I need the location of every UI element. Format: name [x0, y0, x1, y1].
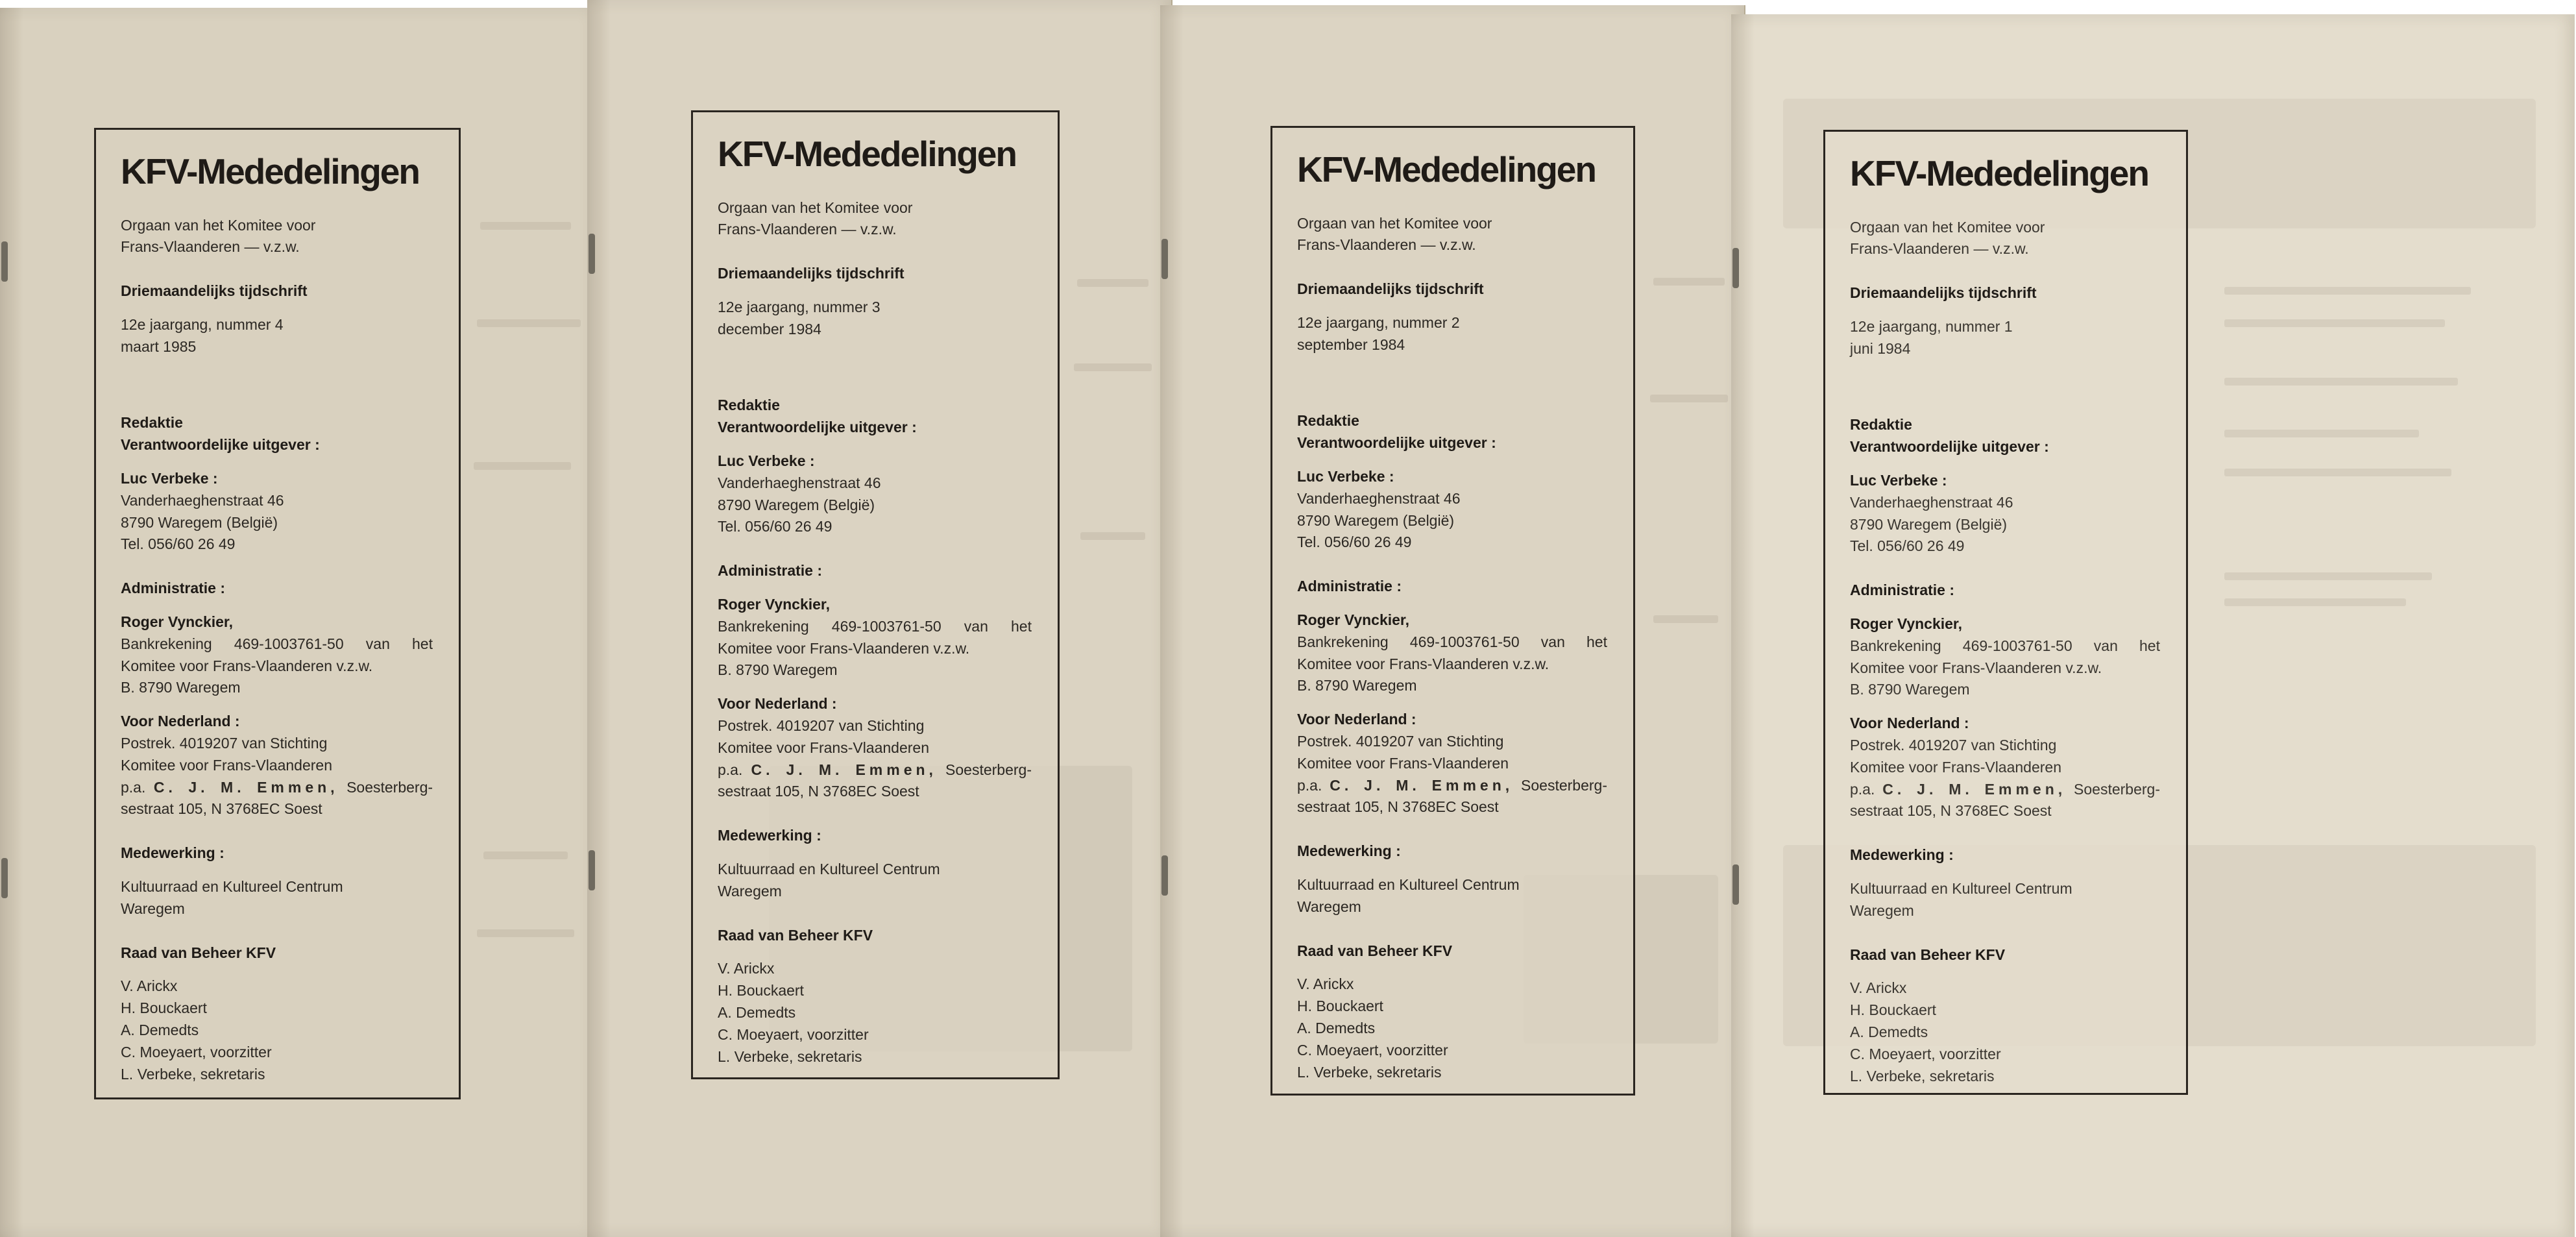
staple — [1161, 855, 1168, 896]
show-through-text — [1074, 363, 1152, 371]
admin-komitee: Komitee voor Frans-Vlaanderen v.z.w. — [718, 639, 970, 657]
admin-bank: Bankrekening 469-1003761-50 van het — [718, 617, 1032, 635]
show-through-text — [474, 462, 571, 470]
nl-street: sestraat 105, N 3768EC Soest — [1297, 798, 1499, 816]
organ-line: Orgaan van het Komitee voor — [718, 199, 913, 216]
show-through-text — [2224, 430, 2419, 437]
netherlands-heading: Voor Nederland : — [121, 713, 240, 730]
show-through-text — [2224, 378, 2458, 386]
medewerking-heading: Medewerking : — [1850, 846, 1954, 864]
issue-number: 12e jaargang, nummer 4 — [121, 315, 284, 333]
nl-komitee: Komitee voor Frans-Vlaanderen — [1850, 758, 2061, 776]
editor-name: Luc Verbeke : — [121, 470, 218, 487]
show-through-text — [1077, 279, 1148, 287]
editor-city: 8790 Waregem (België) — [1297, 511, 1455, 529]
redaktie-heading: Redaktie — [1850, 416, 1912, 434]
board-member: V. Arickx — [718, 960, 775, 977]
issue-number: 12e jaargang, nummer 2 — [1297, 313, 1460, 331]
medewerking-heading: Medewerking : — [1297, 842, 1401, 860]
booklet-nummer-2 — [1160, 5, 1745, 1237]
medewerking-line: Waregem — [1850, 901, 1914, 919]
editor-tel: Tel. 056/60 26 49 — [121, 535, 236, 553]
editor-tel: Tel. 056/60 26 49 — [1297, 533, 1412, 551]
nl-street: sestraat 105, N 3768EC Soest — [1850, 802, 2052, 820]
show-through-text — [1080, 532, 1145, 540]
admin-bank: Bankrekening 469-1003761-50 van het — [1850, 637, 2160, 654]
nl-postrek: Postrek. 4019207 van Stichting — [1297, 733, 1504, 750]
admin-name: Roger Vynckier, — [718, 596, 831, 613]
admin-name: Roger Vynckier, — [1297, 611, 1410, 629]
staple — [1, 858, 8, 898]
admin-komitee: Komitee voor Frans-Vlaanderen v.z.w. — [121, 657, 373, 674]
netherlands-heading: Voor Nederland : — [1850, 715, 1969, 732]
medewerking-line: Kultuurraad en Kultureel Centrum — [1297, 876, 1520, 894]
publisher-heading: Verantwoordelijke uitgever : — [121, 436, 320, 454]
masthead-content — [1297, 150, 1607, 1083]
board-heading: Raad van Beheer KFV — [718, 926, 873, 944]
organ-line: Frans-Vlaanderen — v.z.w. — [718, 221, 897, 238]
admin-city: B. 8790 Waregem — [1850, 681, 1970, 698]
admin-bank: Bankrekening 469-1003761-50 van het — [1297, 633, 1607, 650]
medewerking-line: Kultuurraad en Kultureel Centrum — [718, 861, 940, 878]
medewerking-line: Waregem — [1297, 898, 1361, 915]
nl-postrek: Postrek. 4019207 van Stichting — [1850, 737, 2057, 754]
medewerking-heading: Medewerking : — [121, 844, 225, 862]
publisher-heading: Verantwoordelijke uitgever : — [1297, 434, 1496, 452]
show-through-text — [1653, 278, 1725, 286]
netherlands-heading: Voor Nederland : — [1297, 711, 1416, 728]
admin-city: B. 8790 Waregem — [1297, 677, 1417, 694]
nl-komitee: Komitee voor Frans-Vlaanderen — [121, 756, 332, 774]
show-through-text — [480, 222, 571, 230]
admin-bank: Bankrekening 469-1003761-50 van het — [121, 635, 433, 652]
publisher-heading: Verantwoordelijke uitgever : — [1850, 438, 2049, 456]
admin-city: B. 8790 Waregem — [121, 679, 241, 696]
booklet-nummer-3 — [587, 0, 1173, 1237]
editor-street: Vanderhaeghenstraat 46 — [1297, 489, 1461, 507]
board-member: A. Demedts — [1297, 1020, 1376, 1037]
booklet-spine — [0, 8, 23, 1237]
board-member: A. Demedts — [1850, 1023, 1928, 1041]
nl-address: p.a. C. J. M. Emmen, Soesterberg- — [718, 761, 1032, 778]
staple — [589, 850, 595, 890]
issue-date: september 1984 — [1297, 336, 1405, 353]
organ-line: Frans-Vlaanderen — v.z.w. — [121, 238, 300, 256]
medewerking-line: Waregem — [121, 900, 185, 917]
booklet-nummer-1 — [1731, 14, 2575, 1237]
nl-address: p.a. C. J. M. Emmen, Soesterberg- — [1850, 780, 2160, 798]
editor-street: Vanderhaeghenstraat 46 — [718, 474, 881, 491]
nl-street: sestraat 105, N 3768EC Soest — [121, 800, 322, 818]
board-member: A. Demedts — [718, 1004, 796, 1022]
board-member: L. Verbeke, sekretaris — [121, 1065, 265, 1083]
nl-address: p.a. C. J. M. Emmen, Soesterberg- — [121, 778, 433, 796]
staple — [589, 234, 595, 274]
show-through-text — [2224, 469, 2451, 476]
show-through-text — [477, 929, 574, 937]
show-through-text — [1650, 395, 1728, 402]
board-member: H. Bouckaert — [121, 999, 207, 1017]
show-through-text — [1653, 615, 1718, 623]
periodicity-heading: Driemaandelijks tijdschrift — [718, 265, 905, 282]
board-heading: Raad van Beheer KFV — [1297, 942, 1453, 959]
editor-tel: Tel. 056/60 26 49 — [718, 518, 832, 535]
medewerking-line: Waregem — [718, 882, 782, 900]
board-member: C. Moeyaert, voorzitter — [718, 1025, 869, 1043]
editor-name: Luc Verbeke : — [718, 452, 815, 470]
staple — [1732, 248, 1739, 288]
nl-postrek: Postrek. 4019207 van Stichting — [718, 717, 925, 735]
editor-city: 8790 Waregem (België) — [1850, 515, 2008, 533]
admin-heading: Administratie : — [718, 562, 823, 580]
admin-city: B. 8790 Waregem — [718, 661, 838, 679]
redaktie-heading: Redaktie — [121, 414, 183, 432]
editor-street: Vanderhaeghenstraat 46 — [121, 491, 284, 509]
medewerking-line: Kultuurraad en Kultureel Centrum — [1850, 880, 2072, 898]
masthead-box — [1270, 126, 1635, 1096]
editor-name: Luc Verbeke : — [1850, 472, 1947, 489]
booklet-nummer-4 — [0, 8, 601, 1237]
masthead-title: KFV-Mededelingen — [1850, 153, 2148, 193]
show-through-text — [477, 319, 581, 327]
editor-tel: Tel. 056/60 26 49 — [1850, 537, 1965, 555]
board-member: H. Bouckaert — [1850, 1001, 1936, 1019]
nl-street: sestraat 105, N 3768EC Soest — [718, 783, 919, 800]
nl-address: p.a. C. J. M. Emmen, Soesterberg- — [1297, 776, 1607, 794]
board-member: C. Moeyaert, voorzitter — [121, 1043, 272, 1060]
board-heading: Raad van Beheer KFV — [1850, 946, 2006, 963]
periodicity-heading: Driemaandelijks tijdschrift — [1297, 280, 1484, 298]
issue-date: juni 1984 — [1850, 339, 1911, 357]
admin-name: Roger Vynckier, — [1850, 615, 1963, 633]
show-through-text — [2224, 572, 2432, 580]
board-member: L. Verbeke, sekretaris — [1850, 1067, 1995, 1084]
periodicity-heading: Driemaandelijks tijdschrift — [1850, 284, 2037, 302]
nl-komitee: Komitee voor Frans-Vlaanderen — [718, 739, 929, 756]
editor-city: 8790 Waregem (België) — [121, 513, 278, 531]
issue-date: maart 1985 — [121, 337, 197, 355]
admin-heading: Administratie : — [1850, 582, 1955, 599]
board-member: C. Moeyaert, voorzitter — [1297, 1041, 1448, 1059]
show-through-text — [483, 851, 568, 859]
masthead-title: KFV-Mededelingen — [121, 151, 419, 191]
masthead-box — [691, 110, 1060, 1079]
board-member: V. Arickx — [121, 977, 178, 995]
booklet-spine — [587, 0, 611, 1237]
board-member: A. Demedts — [121, 1022, 199, 1039]
staple — [1, 241, 8, 282]
publisher-heading: Verantwoordelijke uitgever : — [718, 419, 917, 436]
organ-line: Orgaan van het Komitee voor — [1850, 218, 2045, 236]
masthead-title: KFV-Mededelingen — [1297, 149, 1596, 190]
editor-street: Vanderhaeghenstraat 46 — [1850, 493, 2013, 511]
periodicity-heading: Driemaandelijks tijdschrift — [121, 282, 308, 300]
organ-line: Frans-Vlaanderen — v.z.w. — [1297, 236, 1476, 254]
nl-komitee: Komitee voor Frans-Vlaanderen — [1297, 754, 1509, 772]
show-through-text — [2224, 598, 2406, 606]
issue-number: 12e jaargang, nummer 3 — [718, 298, 881, 315]
netherlands-heading: Voor Nederland : — [718, 695, 837, 713]
admin-komitee: Komitee voor Frans-Vlaanderen v.z.w. — [1850, 659, 2102, 676]
masthead-content — [1850, 154, 2160, 1087]
redaktie-heading: Redaktie — [1297, 412, 1359, 430]
board-member: H. Bouckaert — [718, 982, 804, 999]
admin-heading: Administratie : — [1297, 578, 1402, 595]
board-member: L. Verbeke, sekretaris — [718, 1047, 862, 1065]
masthead-content — [718, 134, 1032, 1068]
board-member: V. Arickx — [1297, 975, 1354, 993]
nl-postrek: Postrek. 4019207 van Stichting — [121, 735, 328, 752]
masthead-content — [121, 152, 433, 1085]
booklet-spine — [1731, 14, 1755, 1237]
admin-name: Roger Vynckier, — [121, 613, 234, 631]
masthead-box — [1823, 130, 2188, 1095]
board-member: C. Moeyaert, voorzitter — [1850, 1045, 2001, 1062]
medewerking-line: Kultuurraad en Kultureel Centrum — [121, 878, 343, 896]
editor-city: 8790 Waregem (België) — [718, 496, 875, 513]
booklet-spine — [1160, 5, 1184, 1237]
show-through-text — [2224, 287, 2471, 295]
admin-heading: Administratie : — [121, 580, 226, 597]
organ-line: Frans-Vlaanderen — v.z.w. — [1850, 240, 2029, 258]
admin-komitee: Komitee voor Frans-Vlaanderen v.z.w. — [1297, 655, 1549, 672]
masthead-title: KFV-Mededelingen — [718, 134, 1016, 174]
organ-line: Orgaan van het Komitee voor — [1297, 214, 1492, 232]
staple — [1161, 239, 1168, 279]
masthead-box — [94, 128, 461, 1099]
redaktie-heading: Redaktie — [718, 397, 780, 414]
medewerking-heading: Medewerking : — [718, 827, 821, 844]
editor-name: Luc Verbeke : — [1297, 468, 1394, 485]
board-heading: Raad van Beheer KFV — [121, 944, 276, 961]
board-member: V. Arickx — [1850, 979, 1907, 997]
issue-number: 12e jaargang, nummer 1 — [1850, 317, 2013, 335]
board-member: L. Verbeke, sekretaris — [1297, 1063, 1442, 1081]
organ-line: Orgaan van het Komitee voor — [121, 216, 316, 234]
issue-date: december 1984 — [718, 320, 821, 337]
show-through-text — [2224, 319, 2445, 327]
board-member: H. Bouckaert — [1297, 998, 1383, 1015]
staple — [1732, 864, 1739, 905]
